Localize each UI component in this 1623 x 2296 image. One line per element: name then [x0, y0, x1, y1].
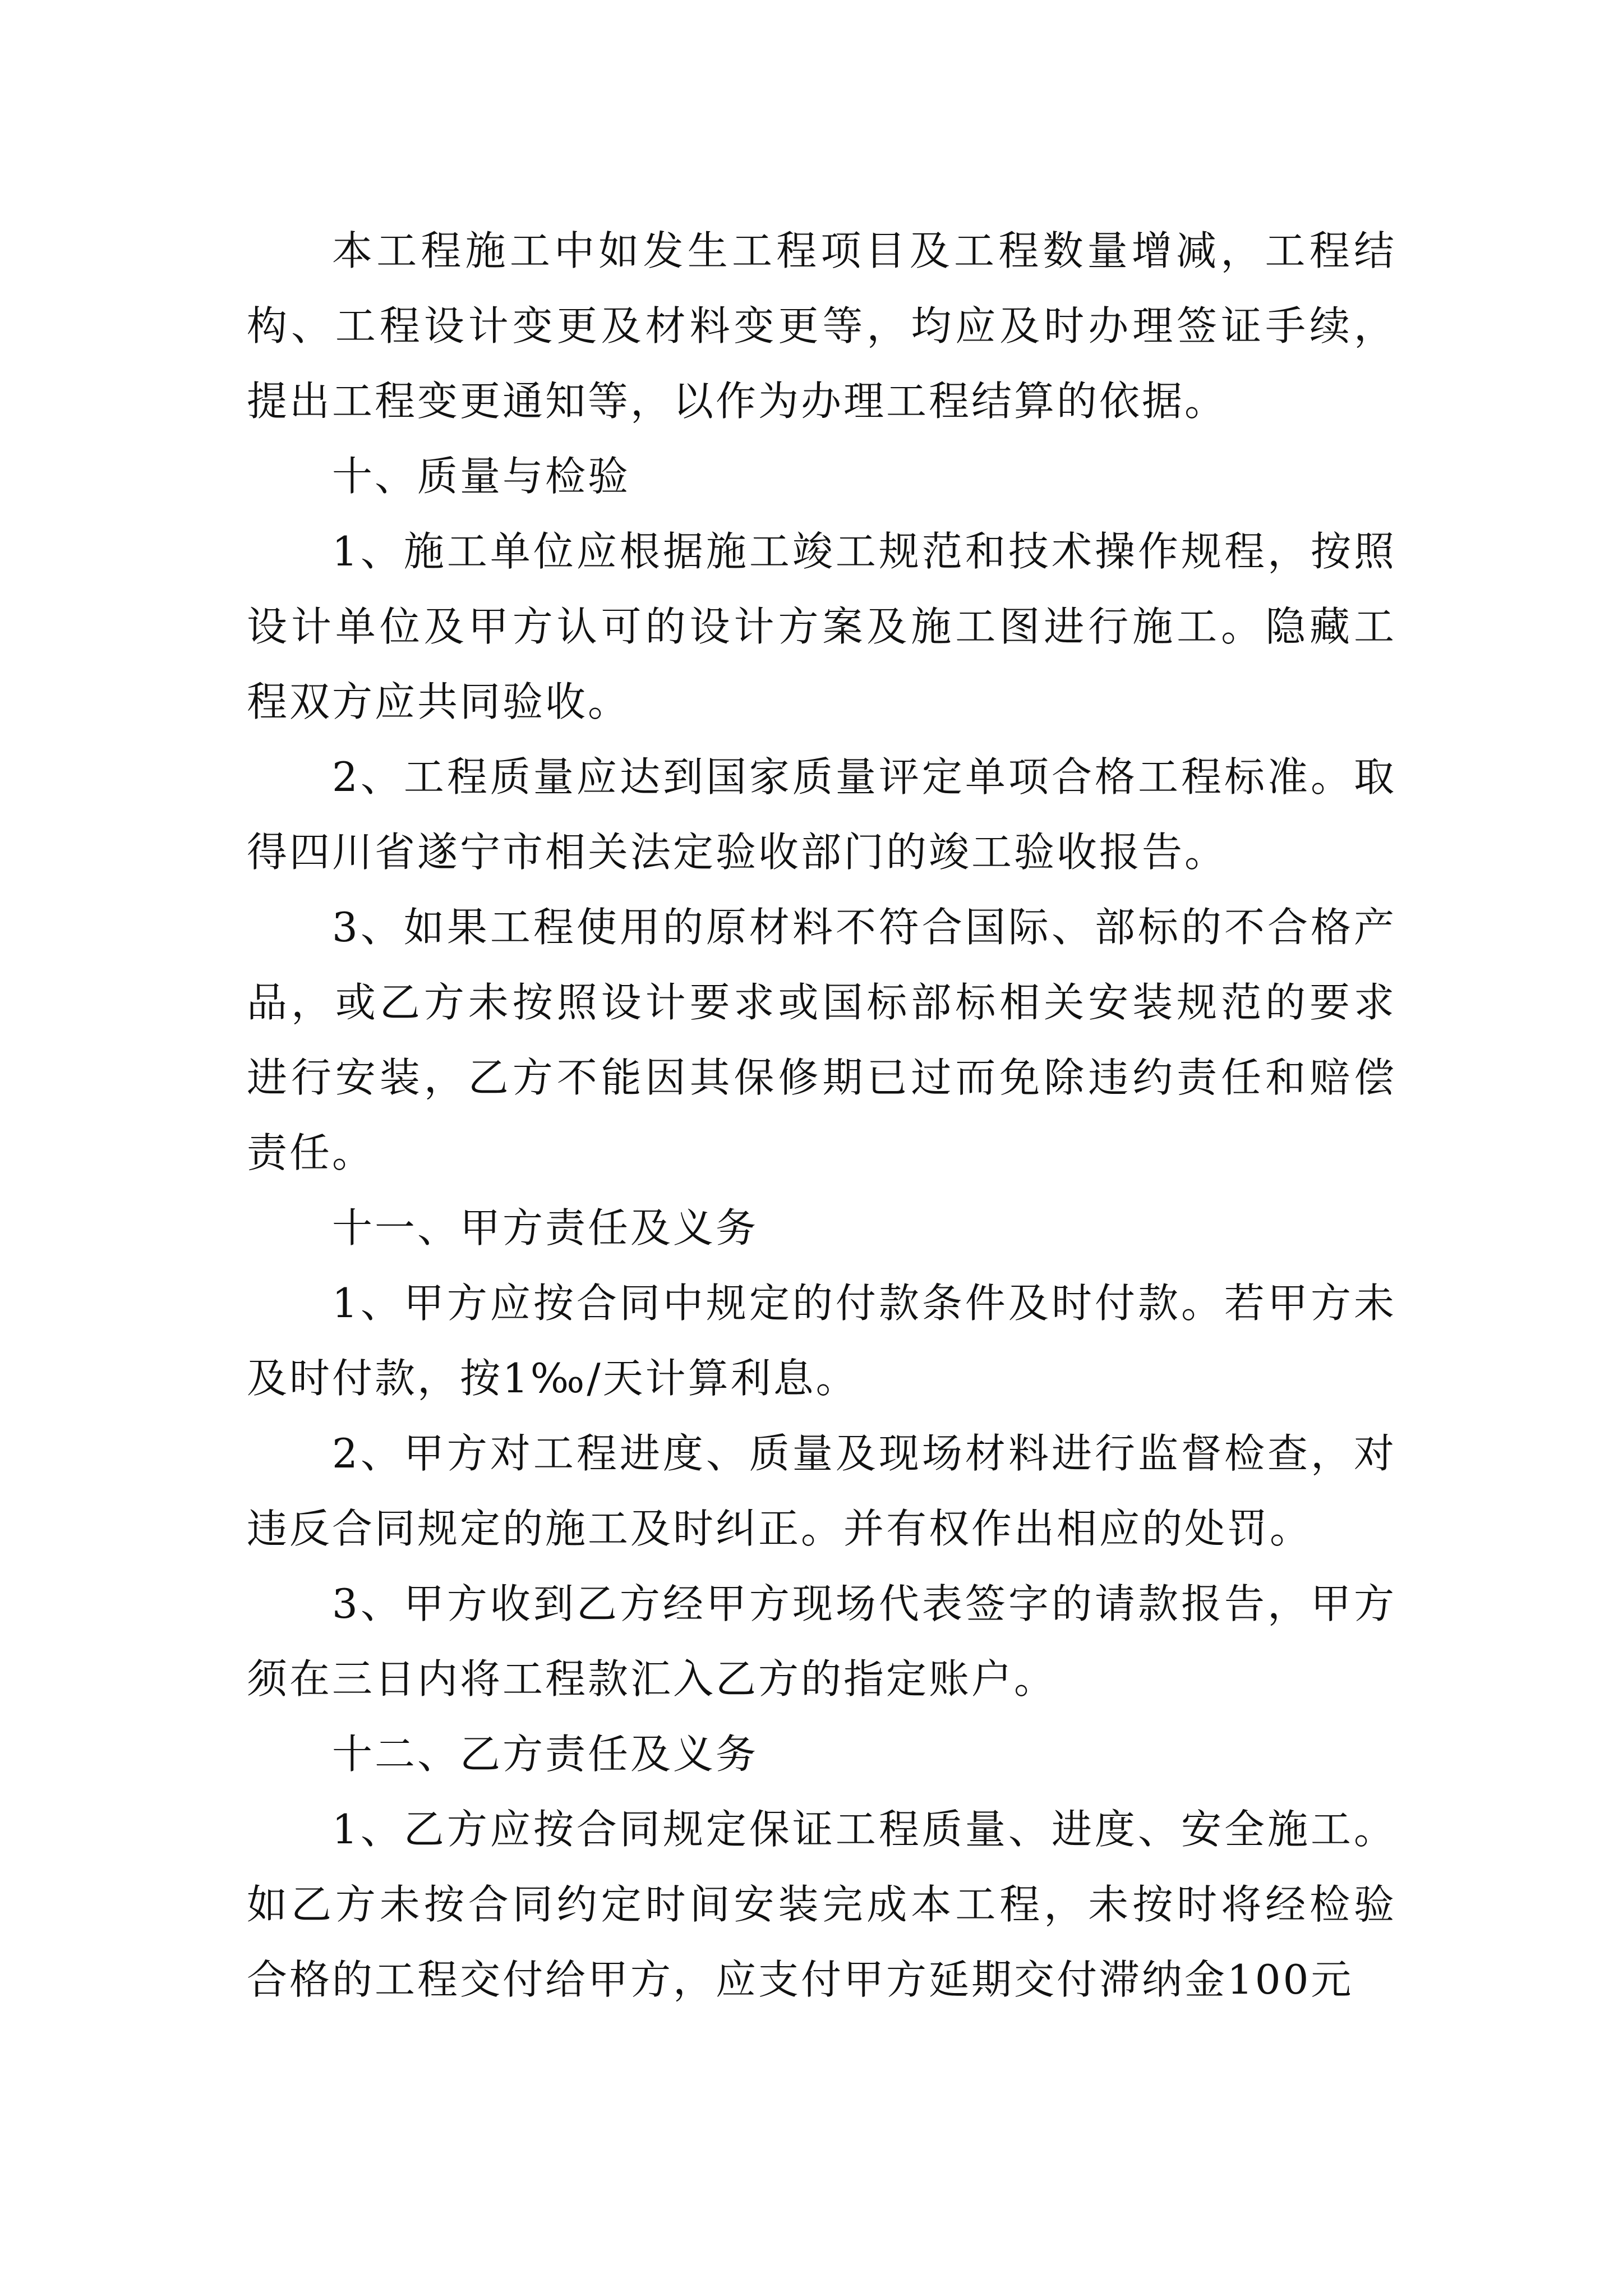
section-heading-quality: 十、质量与检验	[332, 453, 631, 500]
paragraph-party-a-2: 2、甲方对工程进度、质量及现场材料进行监督检查，对违反合同规定的施工及时纠正。并有权作出相应的处罚。	[247, 1430, 1396, 1552]
paragraph-party-b-1: 1、乙方应按合同规定保证工程质量、进度、安全施工。如乙方未按合同约定时间安装完成本工程，未按时将经检验合格的工程交付给甲方，应支付甲方延期交付滞纳金100元	[247, 1806, 1396, 2003]
paragraph-change-procedure: 本工程施工中如发生工程项目及工程数量增减，工程结构、工程设计变更及材料变更等，均应及时办理签证手续，提出工程变更通知等，以作为办理工程结算的依据。	[247, 227, 1396, 425]
paragraph-party-a-1: 1、甲方应按合同中规定的付款条件及时付款。若甲方未及时付款，按1‰/天计算利息。	[247, 1280, 1396, 1402]
section-heading-party-b: 十二、乙方责任及义务	[332, 1731, 759, 1778]
section-heading-party-a: 十一、甲方责任及义务	[332, 1204, 759, 1251]
document-body	[247, 213, 1396, 2017]
paragraph-quality-1: 1、施工单位应根据施工竣工规范和技术操作规程，按照设计单位及甲方认可的设计方案及施工图进行施工。隐藏工程双方应共同验收。	[247, 528, 1396, 725]
paragraph-quality-3: 3、如果工程使用的原材料不符合国际、部标的不合格产品，或乙方未按照设计要求或国标部标相关安装规范的要求进行安装，乙方不能因其保修期已过而免除违约责任和赔偿责任。	[247, 904, 1396, 1176]
paragraph-quality-2: 2、工程质量应达到国家质量评定单项合格工程标准。取得四川省遂宁市相关法定验收部门的竣工验收报告。	[247, 753, 1396, 876]
paragraph-party-a-3: 3、甲方收到乙方经甲方现场代表签字的请款报告，甲方须在三日内将工程款汇入乙方的指定账户。	[247, 1580, 1396, 1703]
